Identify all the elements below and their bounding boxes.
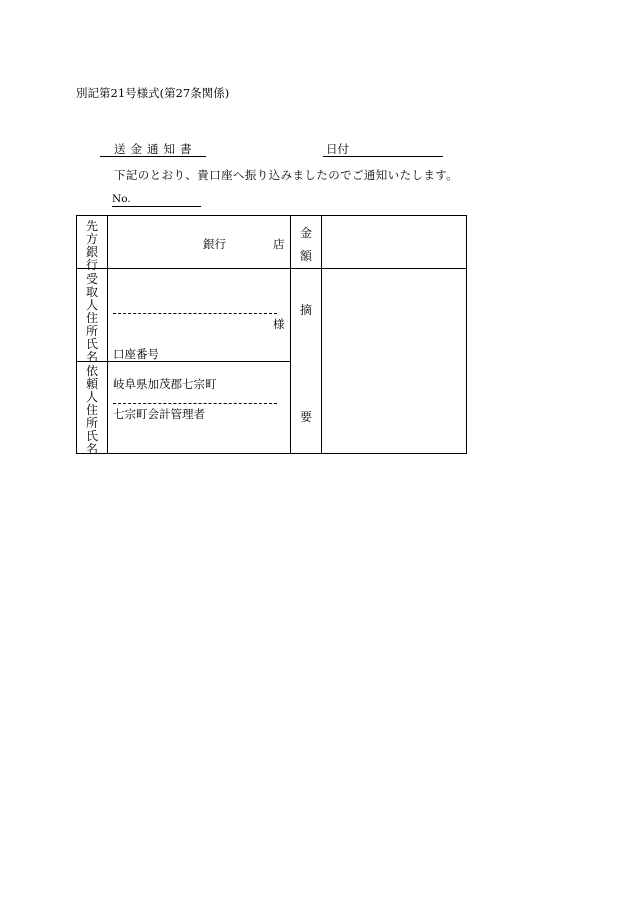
- payee-bank-label: [77, 220, 107, 272]
- amount-label-char: 額: [300, 249, 313, 263]
- recipient-label-char: 氏: [85, 337, 98, 351]
- amount-label-char: 金: [300, 226, 313, 240]
- requester-label-char: 名: [85, 442, 98, 456]
- bank-label: 銀行: [203, 237, 226, 251]
- recipient-label-char: 人: [85, 298, 98, 312]
- requester-label-char: 住: [85, 403, 98, 417]
- requester-label-char: 依: [85, 364, 98, 378]
- amount-value-cell[interactable]: [322, 216, 466, 268]
- payee-bank-label-char: 方: [85, 232, 98, 246]
- requester-address: 岐阜県加茂郡七宗町: [113, 377, 217, 391]
- requester-label-char: 所: [85, 416, 98, 430]
- requester-label-char: 氏: [85, 429, 98, 443]
- amount-column-left-divider: [290, 216, 291, 453]
- payee-bank-label-char: 銀: [85, 245, 98, 259]
- recipient-label-char: 住: [85, 311, 98, 325]
- recipient-label-char: 受: [85, 272, 98, 286]
- requester-label-char: 頼: [85, 377, 98, 391]
- remarks-label-char: 摘: [300, 303, 313, 317]
- row-divider-2: [77, 361, 290, 362]
- remarks-value-cell[interactable]: [322, 269, 466, 453]
- notice-message: 下記のとおり、貴口座へ振り込みましたのでご通知いたします。: [114, 168, 459, 182]
- recipient-label-char: 名: [85, 350, 98, 364]
- payee-bank-label-char: 行: [85, 258, 98, 272]
- recipient-label: [77, 273, 107, 364]
- form-reference: 別記第21号様式(第27条関係): [76, 86, 230, 100]
- requester-dashed-line: [113, 403, 277, 404]
- requester-name: 七宗町会計管理者: [113, 407, 205, 421]
- remarks-label-char: 要: [300, 410, 313, 424]
- recipient-address-dashed-line: [113, 313, 277, 314]
- requester-label: [77, 365, 107, 456]
- recipient-label-char: 所: [85, 324, 98, 338]
- honorific-label: 様: [273, 317, 285, 331]
- payee-bank-label-char: 先: [85, 219, 98, 233]
- date-label: 日付: [326, 142, 349, 156]
- requester-label-char: 人: [85, 390, 98, 404]
- account-number-label: 口座番号: [113, 347, 159, 361]
- branch-label: 店: [273, 237, 285, 251]
- label-column-divider: [107, 216, 108, 453]
- document-title: 送金通知書: [114, 142, 197, 156]
- recipient-label-char: 取: [85, 285, 98, 299]
- remittance-table: [76, 215, 467, 454]
- number-label: No.: [112, 193, 131, 205]
